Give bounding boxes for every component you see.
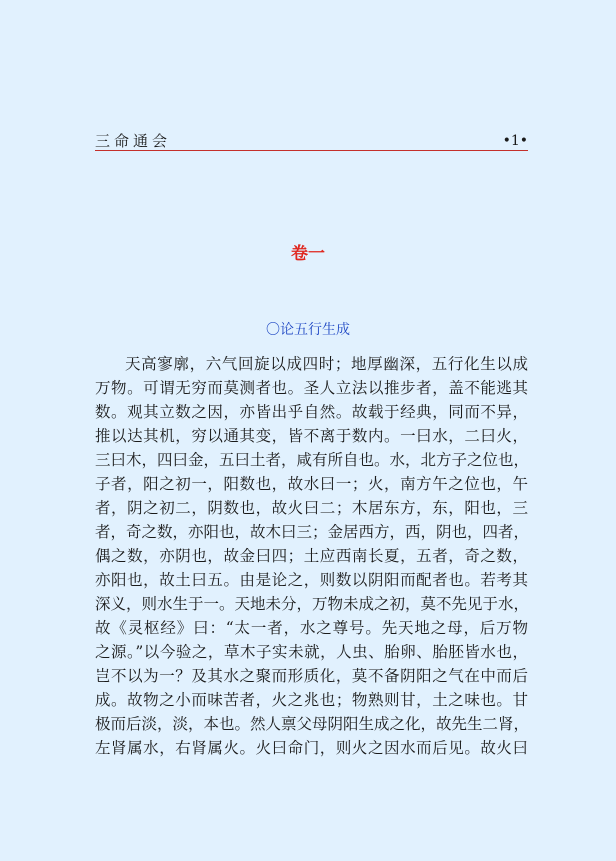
body-line: 子者，阳之初一，阳数也，故水曰一；火，南方午之位也，午 <box>95 475 528 493</box>
body-line: 推以达其机，穷以通其变，皆不离于数内。一曰水，二曰火， <box>95 427 528 445</box>
section-title: 〇论五行生成 <box>266 322 350 338</box>
running-header <box>95 132 528 150</box>
book-title: 三命通会 <box>95 132 172 150</box>
body-line: 数。观其立数之因，亦皆出乎自然。故载于经典，同而不异， <box>95 403 528 421</box>
volume-title: 卷一 <box>291 244 325 264</box>
body-line: 故《灵枢经》曰：“太一者，水之尊号。先天地之母，后万物 <box>95 619 528 637</box>
body-text <box>95 352 528 760</box>
body-line: 成。故物之小而味苦者，火之兆也；物熟则甘，土之味也。甘 <box>95 691 528 709</box>
body-line: 极而后淡，淡，本也。然人禀父母阴阳生成之化，故先生二肾， <box>95 715 530 733</box>
body-line: 亦阳也，故土曰五。由是论之，则数以阴阳而配者也。若考其 <box>95 571 528 589</box>
page-number: •1• <box>502 133 528 149</box>
body-line: 者，阴之初二，阴数也，故火曰二；木居东方，东，阳也，三 <box>95 499 528 517</box>
body-line: 之源。”以今验之，草木子实未就，人虫、胎卵、胎胚皆水也， <box>95 643 528 661</box>
body-line: 岂不以为一？及其水之聚而形质化，莫不备阴阳之气在中而后 <box>95 667 528 685</box>
body-line: 万物。可谓无穷而莫测者也。圣人立法以推步者，盖不能逃其 <box>95 379 528 397</box>
header-rule <box>95 150 528 151</box>
body-line: 天高寥廓，六气回旋以成四时；地厚幽深，五行化生以成 <box>125 355 528 373</box>
body-line: 偶之数，亦阴也，故金曰四；土应西南长夏，五者，奇之数， <box>95 547 528 565</box>
body-line: 三曰木，四曰金，五曰土者，咸有所自也。水，北方子之位也， <box>95 451 530 469</box>
body-line: 左肾属水，右肾属火。火曰命门，则火之因水而后见。故火曰 <box>95 739 528 757</box>
body-line: 者，奇之数，亦阳也，故木曰三；金居西方，西，阴也，四者， <box>95 523 530 541</box>
body-line: 深义，则水生于一。天地未分，万物未成之初，莫不先见于水， <box>95 595 530 613</box>
